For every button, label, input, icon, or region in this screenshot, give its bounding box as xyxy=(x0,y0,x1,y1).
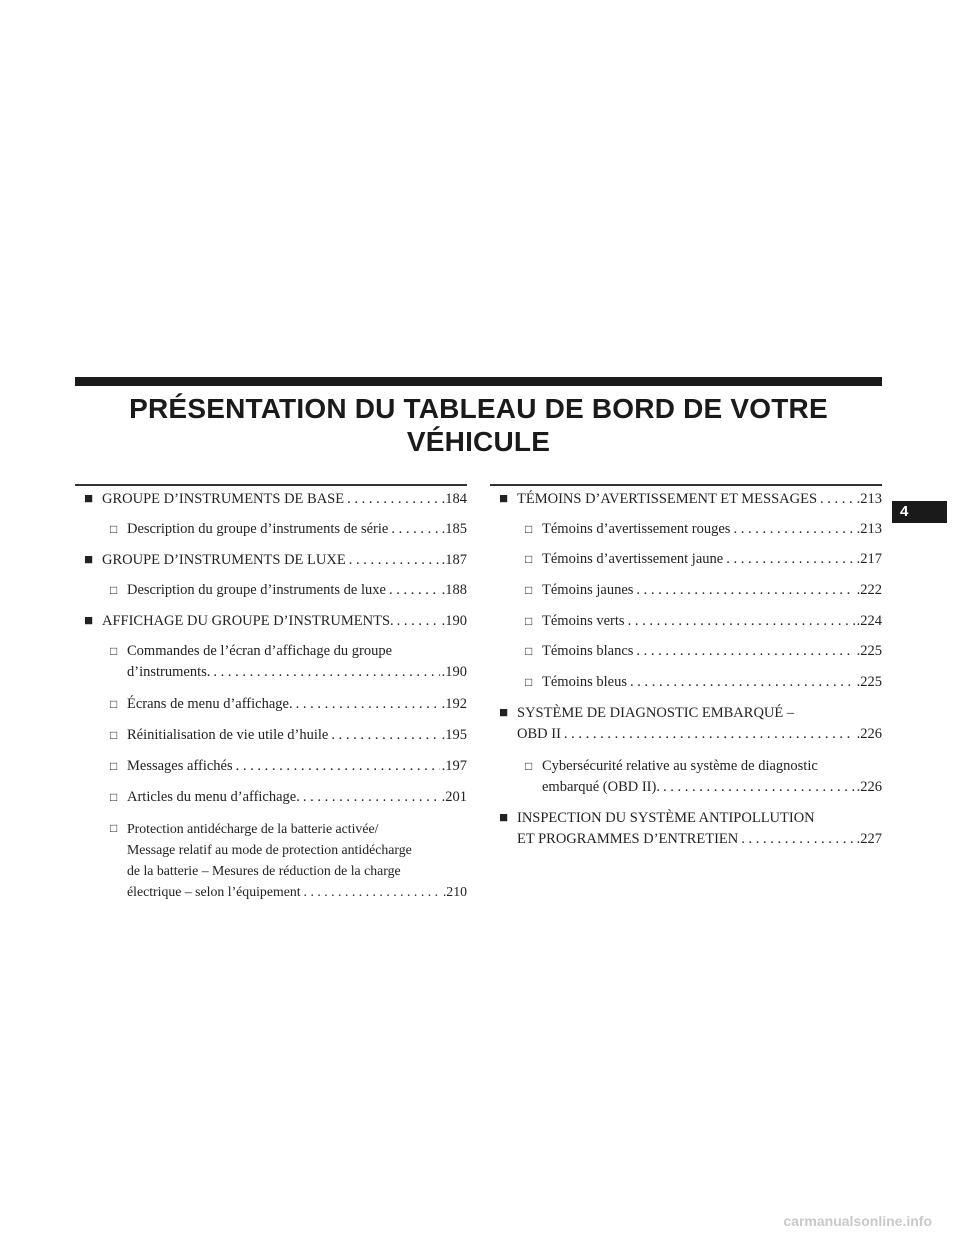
open-square-bullet-icon: □ xyxy=(525,644,533,658)
toc-entry-page: .184 xyxy=(441,491,467,507)
open-square-bullet-icon: □ xyxy=(525,675,533,689)
toc-entry-label-line: Protection antidécharge de la batterie activée/ xyxy=(127,821,379,836)
left-column-rule xyxy=(75,484,467,486)
toc-entry[interactable] xyxy=(490,703,882,745)
toc-leader xyxy=(394,611,440,632)
toc-entry-label: ET PROGRAMMES D’ENTRETIEN xyxy=(517,831,739,847)
toc-leader xyxy=(301,881,441,902)
toc-entry-label: Écrans de menu d’affichage. xyxy=(127,696,293,712)
toc-entry-page: .197 xyxy=(441,758,467,774)
open-square-bullet-icon: □ xyxy=(525,583,533,597)
toc-entry-label: GROUPE D’INSTRUMENTS DE BASE xyxy=(102,491,345,507)
toc-leader xyxy=(210,662,439,683)
square-bullet-icon: ■ xyxy=(499,705,509,721)
toc-entry-label: Témoins verts xyxy=(542,613,625,629)
toc-entry-page: .213 xyxy=(856,521,882,537)
toc-entry[interactable] xyxy=(75,550,467,571)
toc-entry-page: .226 xyxy=(856,779,882,795)
toc-leader xyxy=(633,580,854,601)
toc-leader xyxy=(328,725,439,746)
toc-leader xyxy=(627,672,855,693)
toc-entry-label: Articles du menu d’affichage. xyxy=(127,789,300,805)
footer-watermark: carmanualsonline.info xyxy=(783,1213,932,1229)
toc-subentry[interactable] xyxy=(75,519,467,540)
toc-subentry[interactable] xyxy=(490,641,882,662)
toc-entry-label: Témoins blancs xyxy=(542,643,634,659)
square-bullet-icon: ■ xyxy=(84,613,94,629)
toc-subentry[interactable] xyxy=(490,611,882,632)
toc-entry-label: embarqué (OBD II). xyxy=(542,779,660,795)
toc-leader xyxy=(625,611,855,632)
toc-entry-page: .187 xyxy=(441,552,467,568)
toc-subentry[interactable] xyxy=(75,725,467,746)
open-square-bullet-icon: □ xyxy=(110,583,118,597)
toc-leader xyxy=(660,777,855,798)
toc-leader xyxy=(300,787,440,808)
toc-subentry[interactable] xyxy=(75,694,467,715)
toc-entry-label: électrique – selon l’équipement xyxy=(127,884,301,899)
page-title xyxy=(75,392,882,458)
toc-entry-label-line: INSPECTION DU SYSTÈME ANTIPOLLUTION xyxy=(517,810,815,826)
toc-entry-label: Réinitialisation de vie utile d’huile xyxy=(127,727,329,743)
toc-leader xyxy=(388,519,439,540)
toc-subentry[interactable] xyxy=(490,756,882,798)
toc-entry[interactable] xyxy=(490,808,882,850)
toc-leader xyxy=(817,489,855,510)
open-square-bullet-icon: □ xyxy=(525,614,533,628)
toc-entry-page: .210 xyxy=(442,884,467,899)
toc-entry-page: .227 xyxy=(856,831,882,847)
toc-subentry[interactable] xyxy=(75,787,467,808)
open-square-bullet-icon: □ xyxy=(525,552,533,566)
open-square-bullet-icon: □ xyxy=(110,759,118,773)
toc-entry[interactable] xyxy=(75,611,467,632)
toc-entry-label: d’instruments. xyxy=(127,664,211,680)
toc-leader xyxy=(346,550,440,571)
toc-leader xyxy=(723,549,854,570)
toc-entry-label: Description du groupe d’instruments de luxe xyxy=(127,582,386,598)
toc-subentry[interactable] xyxy=(490,519,882,540)
toc-leader xyxy=(386,580,440,601)
open-square-bullet-icon: □ xyxy=(110,821,118,835)
toc-entry-page: .222 xyxy=(856,582,882,598)
toc-entry-label: Témoins jaunes xyxy=(542,582,634,598)
toc-leader xyxy=(233,756,440,777)
square-bullet-icon: ■ xyxy=(84,491,94,507)
toc-entry-label-line: Message relatif au mode de protection antidécharge xyxy=(127,842,412,857)
toc-entry-label-line: de la batterie – Mesures de réduction de la charge xyxy=(127,863,401,878)
toc-entry-label-line: Commandes de l’écran d’affichage du groupe xyxy=(127,643,393,659)
toc-entry-page: .217 xyxy=(856,551,882,567)
toc-subentry[interactable] xyxy=(75,756,467,777)
page-title-line1: PRÉSENTATION DU TABLEAU DE BORD DE VOTRE xyxy=(129,393,828,424)
toc-entry-label: TÉMOINS D’AVERTISSEMENT ET MESSAGES xyxy=(517,491,818,507)
open-square-bullet-icon: □ xyxy=(525,759,533,773)
toc-leader xyxy=(633,641,854,662)
toc-entry-label: Description du groupe d’instruments de série xyxy=(127,521,389,537)
toc-entry-label: GROUPE D’INSTRUMENTS DE LUXE xyxy=(102,552,346,568)
toc-entry-page: .185 xyxy=(441,521,467,537)
square-bullet-icon: ■ xyxy=(499,491,509,507)
chapter-tab: 4 xyxy=(892,501,947,523)
toc-entry[interactable] xyxy=(75,489,467,510)
toc-leader xyxy=(561,724,855,745)
toc-entry-label: AFFICHAGE DU GROUPE D’INSTRUMENTS. xyxy=(102,613,394,629)
toc-subentry[interactable] xyxy=(75,641,467,683)
open-square-bullet-icon: □ xyxy=(110,644,118,658)
page-title-line2: VÉHICULE xyxy=(406,426,551,457)
square-bullet-icon: ■ xyxy=(499,810,509,826)
toc-entry-label: Messages affichés xyxy=(127,758,233,774)
toc-entry-page: .226 xyxy=(856,726,882,742)
toc-entry-label: Témoins d’avertissement jaune xyxy=(542,551,724,567)
open-square-bullet-icon: □ xyxy=(110,728,118,742)
toc-entry-page: .195 xyxy=(441,727,467,743)
toc-leader xyxy=(730,519,854,540)
toc-entry-page: .192 xyxy=(441,696,467,712)
toc-leader xyxy=(344,489,440,510)
open-square-bullet-icon: □ xyxy=(110,790,118,804)
open-square-bullet-icon: □ xyxy=(525,522,533,536)
toc-entry-page: .224 xyxy=(856,613,882,629)
toc-entry-page: .201 xyxy=(441,789,467,805)
toc-subentry[interactable] xyxy=(75,818,467,902)
toc-entry-label: OBD II xyxy=(517,726,561,742)
toc-subentry[interactable] xyxy=(490,672,882,693)
toc-entry-page: .213 xyxy=(856,491,882,507)
toc-entry-label: Témoins bleus xyxy=(542,674,627,690)
toc-entry-label: Témoins d’avertissement rouges xyxy=(542,521,731,537)
toc-entry-page: .225 xyxy=(856,643,882,659)
toc-entry[interactable] xyxy=(490,489,882,510)
open-square-bullet-icon: □ xyxy=(110,697,118,711)
header-rule xyxy=(75,377,882,386)
toc-entry-page: .190 xyxy=(441,613,467,629)
toc-subentry[interactable] xyxy=(490,549,882,570)
toc-entry-page: .190 xyxy=(441,664,467,680)
toc-leader xyxy=(738,829,854,850)
toc-entry-page: .188 xyxy=(441,582,467,598)
toc-subentry[interactable] xyxy=(490,580,882,601)
square-bullet-icon: ■ xyxy=(84,552,94,568)
toc-leader xyxy=(293,694,440,715)
right-column-rule xyxy=(490,484,882,486)
open-square-bullet-icon: □ xyxy=(110,522,118,536)
toc-entry-label-line: Cybersécurité relative au système de diagnostic xyxy=(542,758,818,774)
toc-subentry[interactable] xyxy=(75,580,467,601)
toc-entry-label-line: SYSTÈME DE DIAGNOSTIC EMBARQUÉ – xyxy=(517,705,795,721)
toc-entry-page: .225 xyxy=(856,674,882,690)
